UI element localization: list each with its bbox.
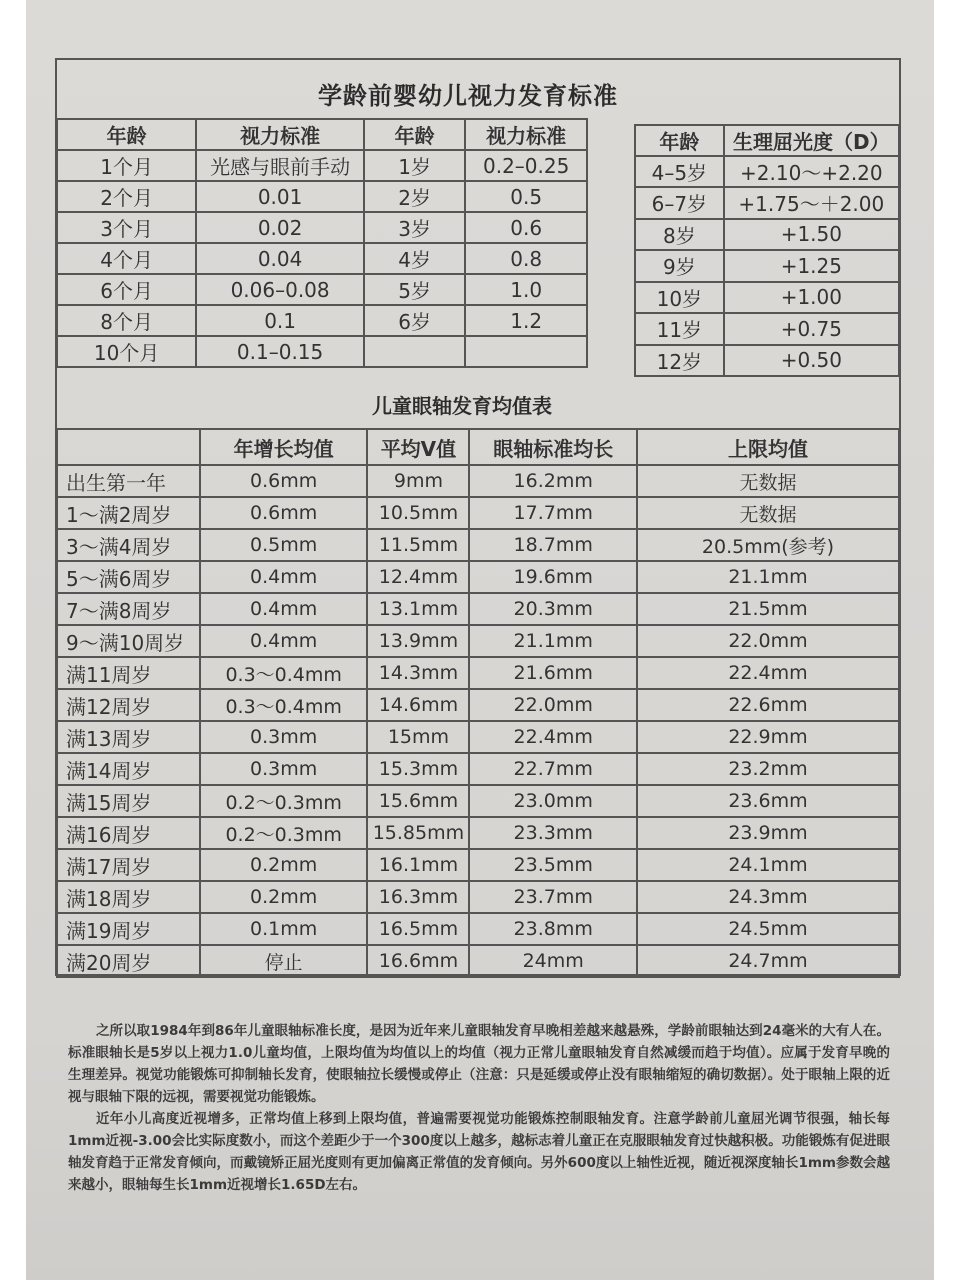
table-row bbox=[635, 156, 899, 187]
table-row bbox=[57, 497, 899, 529]
table-row bbox=[57, 593, 899, 625]
cell: 23.0mm bbox=[469, 785, 637, 817]
table-header-row bbox=[57, 429, 899, 465]
table-row bbox=[57, 881, 899, 913]
header-vision: 视力标准 bbox=[196, 119, 364, 150]
table-row bbox=[57, 657, 899, 689]
cell: 24mm bbox=[469, 945, 637, 977]
table-row bbox=[635, 313, 899, 345]
cell: 23.8mm bbox=[469, 913, 637, 945]
header-vision: 视力标准 bbox=[465, 119, 587, 150]
table-row bbox=[57, 785, 899, 817]
refraction-table bbox=[634, 124, 900, 377]
cell: 8个月 bbox=[57, 305, 196, 336]
cell: 24.5mm bbox=[637, 913, 899, 945]
cell: 2岁 bbox=[364, 181, 465, 212]
table-row bbox=[635, 345, 899, 377]
cell: 1岁 bbox=[364, 150, 465, 181]
cell: 0.02 bbox=[196, 212, 364, 243]
cell: 16.5mm bbox=[367, 913, 469, 945]
cell: 22.9mm bbox=[637, 721, 899, 753]
table-row bbox=[57, 721, 899, 753]
cell: 10岁 bbox=[635, 282, 724, 314]
cell: 0.6 bbox=[465, 212, 587, 243]
cell: 3个月 bbox=[57, 212, 196, 243]
cell: 0.2–0.25 bbox=[465, 150, 587, 181]
table-row bbox=[57, 529, 899, 561]
cell: 8岁 bbox=[635, 219, 724, 251]
explanatory-notes bbox=[68, 1020, 890, 1196]
cell: 4个月 bbox=[57, 243, 196, 274]
cell: 0.3～0.4mm bbox=[200, 689, 368, 721]
cell: 12.4mm bbox=[367, 561, 469, 593]
cell: 22.7mm bbox=[469, 753, 637, 785]
cell: 24.7mm bbox=[637, 945, 899, 977]
vision-standard-title-text: 学龄前婴幼儿视力发育标准 bbox=[318, 82, 618, 110]
cell: 15.3mm bbox=[367, 753, 469, 785]
cell: 23.7mm bbox=[469, 881, 637, 913]
cell: 6个月 bbox=[57, 274, 196, 305]
vision-standard-table bbox=[56, 118, 588, 368]
cell: 21.5mm bbox=[637, 593, 899, 625]
table-row bbox=[57, 817, 899, 849]
cell: 12岁 bbox=[635, 345, 724, 377]
cell: 23.3mm bbox=[469, 817, 637, 849]
cell: 0.1 bbox=[196, 305, 364, 336]
cell: 22.4mm bbox=[469, 721, 637, 753]
table-row bbox=[57, 305, 587, 336]
cell: 2个月 bbox=[57, 181, 196, 212]
table-row bbox=[57, 150, 587, 181]
cell: +1.50 bbox=[724, 219, 899, 251]
table-row bbox=[57, 336, 587, 367]
cell: 0.2～0.3mm bbox=[200, 817, 368, 849]
cell: 6岁 bbox=[364, 305, 465, 336]
cell: 18.7mm bbox=[469, 529, 637, 561]
cell: 9mm bbox=[367, 465, 469, 497]
cell: 21.6mm bbox=[469, 657, 637, 689]
cell: 6–7岁 bbox=[635, 187, 724, 219]
cell bbox=[465, 336, 587, 367]
cell: 0.01 bbox=[196, 181, 364, 212]
axial-length-table bbox=[56, 428, 900, 978]
cell: +0.75 bbox=[724, 313, 899, 345]
table-row bbox=[57, 181, 587, 212]
cell: 4岁 bbox=[364, 243, 465, 274]
cell: 0.3mm bbox=[200, 721, 368, 753]
cell: +1.75～＋2.00 bbox=[724, 187, 899, 219]
table-row bbox=[57, 913, 899, 945]
cell: 0.04 bbox=[196, 243, 364, 274]
cell: 满17周岁 bbox=[57, 849, 200, 881]
header-avg-v: 平均V值 bbox=[367, 429, 469, 465]
cell: 22.4mm bbox=[637, 657, 899, 689]
cell: 15.85mm bbox=[367, 817, 469, 849]
cell: 16.1mm bbox=[367, 849, 469, 881]
cell: 14.3mm bbox=[367, 657, 469, 689]
header-age: 年龄 bbox=[635, 125, 724, 156]
cell: 15.6mm bbox=[367, 785, 469, 817]
cell: 22.6mm bbox=[637, 689, 899, 721]
cell: 满13周岁 bbox=[57, 721, 200, 753]
cell: 10.5mm bbox=[367, 497, 469, 529]
cell: 23.9mm bbox=[637, 817, 899, 849]
cell: 1个月 bbox=[57, 150, 196, 181]
cell: 0.4mm bbox=[200, 593, 368, 625]
cell: 0.1–0.15 bbox=[196, 336, 364, 367]
cell: 9岁 bbox=[635, 250, 724, 282]
cell: 0.3～0.4mm bbox=[200, 657, 368, 689]
table-row bbox=[57, 243, 587, 274]
cell: 17.7mm bbox=[469, 497, 637, 529]
cell: 24.1mm bbox=[637, 849, 899, 881]
table-row bbox=[57, 849, 899, 881]
cell: 16.6mm bbox=[367, 945, 469, 977]
cell: 1.2 bbox=[465, 305, 587, 336]
table-row bbox=[635, 250, 899, 282]
table-row bbox=[635, 187, 899, 219]
cell: +1.00 bbox=[724, 282, 899, 314]
cell: 4–5岁 bbox=[635, 156, 724, 187]
table-row bbox=[57, 689, 899, 721]
cell: +0.50 bbox=[724, 345, 899, 377]
table-row bbox=[57, 212, 587, 243]
cell: 20.3mm bbox=[469, 593, 637, 625]
cell: 0.2mm bbox=[200, 849, 368, 881]
cell: 0.8 bbox=[465, 243, 587, 274]
cell: 0.5 bbox=[465, 181, 587, 212]
cell: 0.1mm bbox=[200, 913, 368, 945]
cell: 3岁 bbox=[364, 212, 465, 243]
cell: 出生第一年 bbox=[57, 465, 200, 497]
cell bbox=[364, 336, 465, 367]
cell: 0.6mm bbox=[200, 497, 368, 529]
cell: 11岁 bbox=[635, 313, 724, 345]
cell: 21.1mm bbox=[469, 625, 637, 657]
header-blank bbox=[57, 429, 200, 465]
cell: 7～满8周岁 bbox=[57, 593, 200, 625]
cell: 23.5mm bbox=[469, 849, 637, 881]
table-row bbox=[57, 561, 899, 593]
cell: 0.2mm bbox=[200, 881, 368, 913]
cell: 22.0mm bbox=[637, 625, 899, 657]
cell: 23.6mm bbox=[637, 785, 899, 817]
cell: +1.25 bbox=[724, 250, 899, 282]
cell: 满14周岁 bbox=[57, 753, 200, 785]
table-row bbox=[635, 219, 899, 251]
cell: 13.9mm bbox=[367, 625, 469, 657]
cell: 满15周岁 bbox=[57, 785, 200, 817]
table-row bbox=[57, 625, 899, 657]
cell: 0.6mm bbox=[200, 465, 368, 497]
header-refraction: 生理屈光度（D） bbox=[724, 125, 899, 156]
cell: 3～满4周岁 bbox=[57, 529, 200, 561]
note-paragraph: 近年小儿高度近视增多，正常均值上移到上限均值，普遍需要视觉功能锻炼控制眼轴发育。注意学龄前儿童屈光调节很强，轴长每1mm近视-3.00会比实际度数小，而这个差距少于一个300度以上越多，越标志着儿童正在克服眼轴发育过快越积极。功能锻炼有促进眼轴发育趋于正常发育倾向，而戴镜矫正屈光度则有更加偏离正常值的发育倾向。另外600度以上轴性近视，随近视深度轴长1mm参数会越来越小，眼轴每生长1mm近视增长1.65D左右。 bbox=[68, 1111, 890, 1193]
table-row bbox=[635, 282, 899, 314]
cell: 23.2mm bbox=[637, 753, 899, 785]
header-age: 年龄 bbox=[57, 119, 196, 150]
cell: 满20周岁 bbox=[57, 945, 200, 977]
header-annual-growth: 年增长均值 bbox=[200, 429, 368, 465]
cell: 满19周岁 bbox=[57, 913, 200, 945]
cell: 14.6mm bbox=[367, 689, 469, 721]
cell: 1.0 bbox=[465, 274, 587, 305]
cell: 19.6mm bbox=[469, 561, 637, 593]
header-upper-limit: 上限均值 bbox=[637, 429, 899, 465]
header-age: 年龄 bbox=[364, 119, 465, 150]
table-header-row bbox=[57, 119, 587, 150]
cell: 0.4mm bbox=[200, 561, 368, 593]
cell: 光感与眼前手动 bbox=[196, 150, 364, 181]
note-paragraph: 之所以取1984年到86年儿童眼轴标准长度，是因为近年来儿童眼轴发育早晚相差越来越悬殊，学龄前眼轴达到24毫米的大有人在。标准眼轴长是5岁以上视力1.0儿童均值，上限均值为均值以上的均值（视力正常儿童眼轴发育自然减缓而趋于均值）。应属于发育早晚的生理差异。视觉功能锻炼可抑制轴长发育，使眼轴拉长缓慢或停止（注意：只是延缓或停止没有眼轴缩短的确切数据）。处于眼轴上限的近视与眼轴下限的远视，需要视觉功能锻炼。 bbox=[68, 1023, 890, 1105]
cell: +2.10～+2.20 bbox=[724, 156, 899, 187]
cell: 5～满6周岁 bbox=[57, 561, 200, 593]
cell: 0.3mm bbox=[200, 753, 368, 785]
cell: 无数据 bbox=[637, 465, 899, 497]
cell: 满18周岁 bbox=[57, 881, 200, 913]
cell: 满16周岁 bbox=[57, 817, 200, 849]
table-row bbox=[57, 465, 899, 497]
cell: 15mm bbox=[367, 721, 469, 753]
cell: 无数据 bbox=[637, 497, 899, 529]
axial-length-title: 儿童眼轴发育均值表 bbox=[372, 394, 552, 418]
cell: 20.5mm(参考) bbox=[637, 529, 899, 561]
cell: 0.5mm bbox=[200, 529, 368, 561]
cell: 5岁 bbox=[364, 274, 465, 305]
cell: 22.0mm bbox=[469, 689, 637, 721]
table-row bbox=[57, 945, 899, 977]
cell: 0.06–0.08 bbox=[196, 274, 364, 305]
cell: 10个月 bbox=[57, 336, 196, 367]
cell: 1～满2周岁 bbox=[57, 497, 200, 529]
cell: 16.3mm bbox=[367, 881, 469, 913]
cell: 0.4mm bbox=[200, 625, 368, 657]
cell: 满11周岁 bbox=[57, 657, 200, 689]
table-header-row bbox=[635, 125, 899, 156]
cell: 9～满10周岁 bbox=[57, 625, 200, 657]
cell: 11.5mm bbox=[367, 529, 469, 561]
cell: 21.1mm bbox=[637, 561, 899, 593]
table-row bbox=[57, 753, 899, 785]
cell: 24.3mm bbox=[637, 881, 899, 913]
cell: 13.1mm bbox=[367, 593, 469, 625]
cell: 0.2～0.3mm bbox=[200, 785, 368, 817]
cell: 停止 bbox=[200, 945, 368, 977]
cell: 16.2mm bbox=[469, 465, 637, 497]
header-standard-length: 眼轴标准均长 bbox=[469, 429, 637, 465]
cell: 满12周岁 bbox=[57, 689, 200, 721]
table-row bbox=[57, 274, 587, 305]
